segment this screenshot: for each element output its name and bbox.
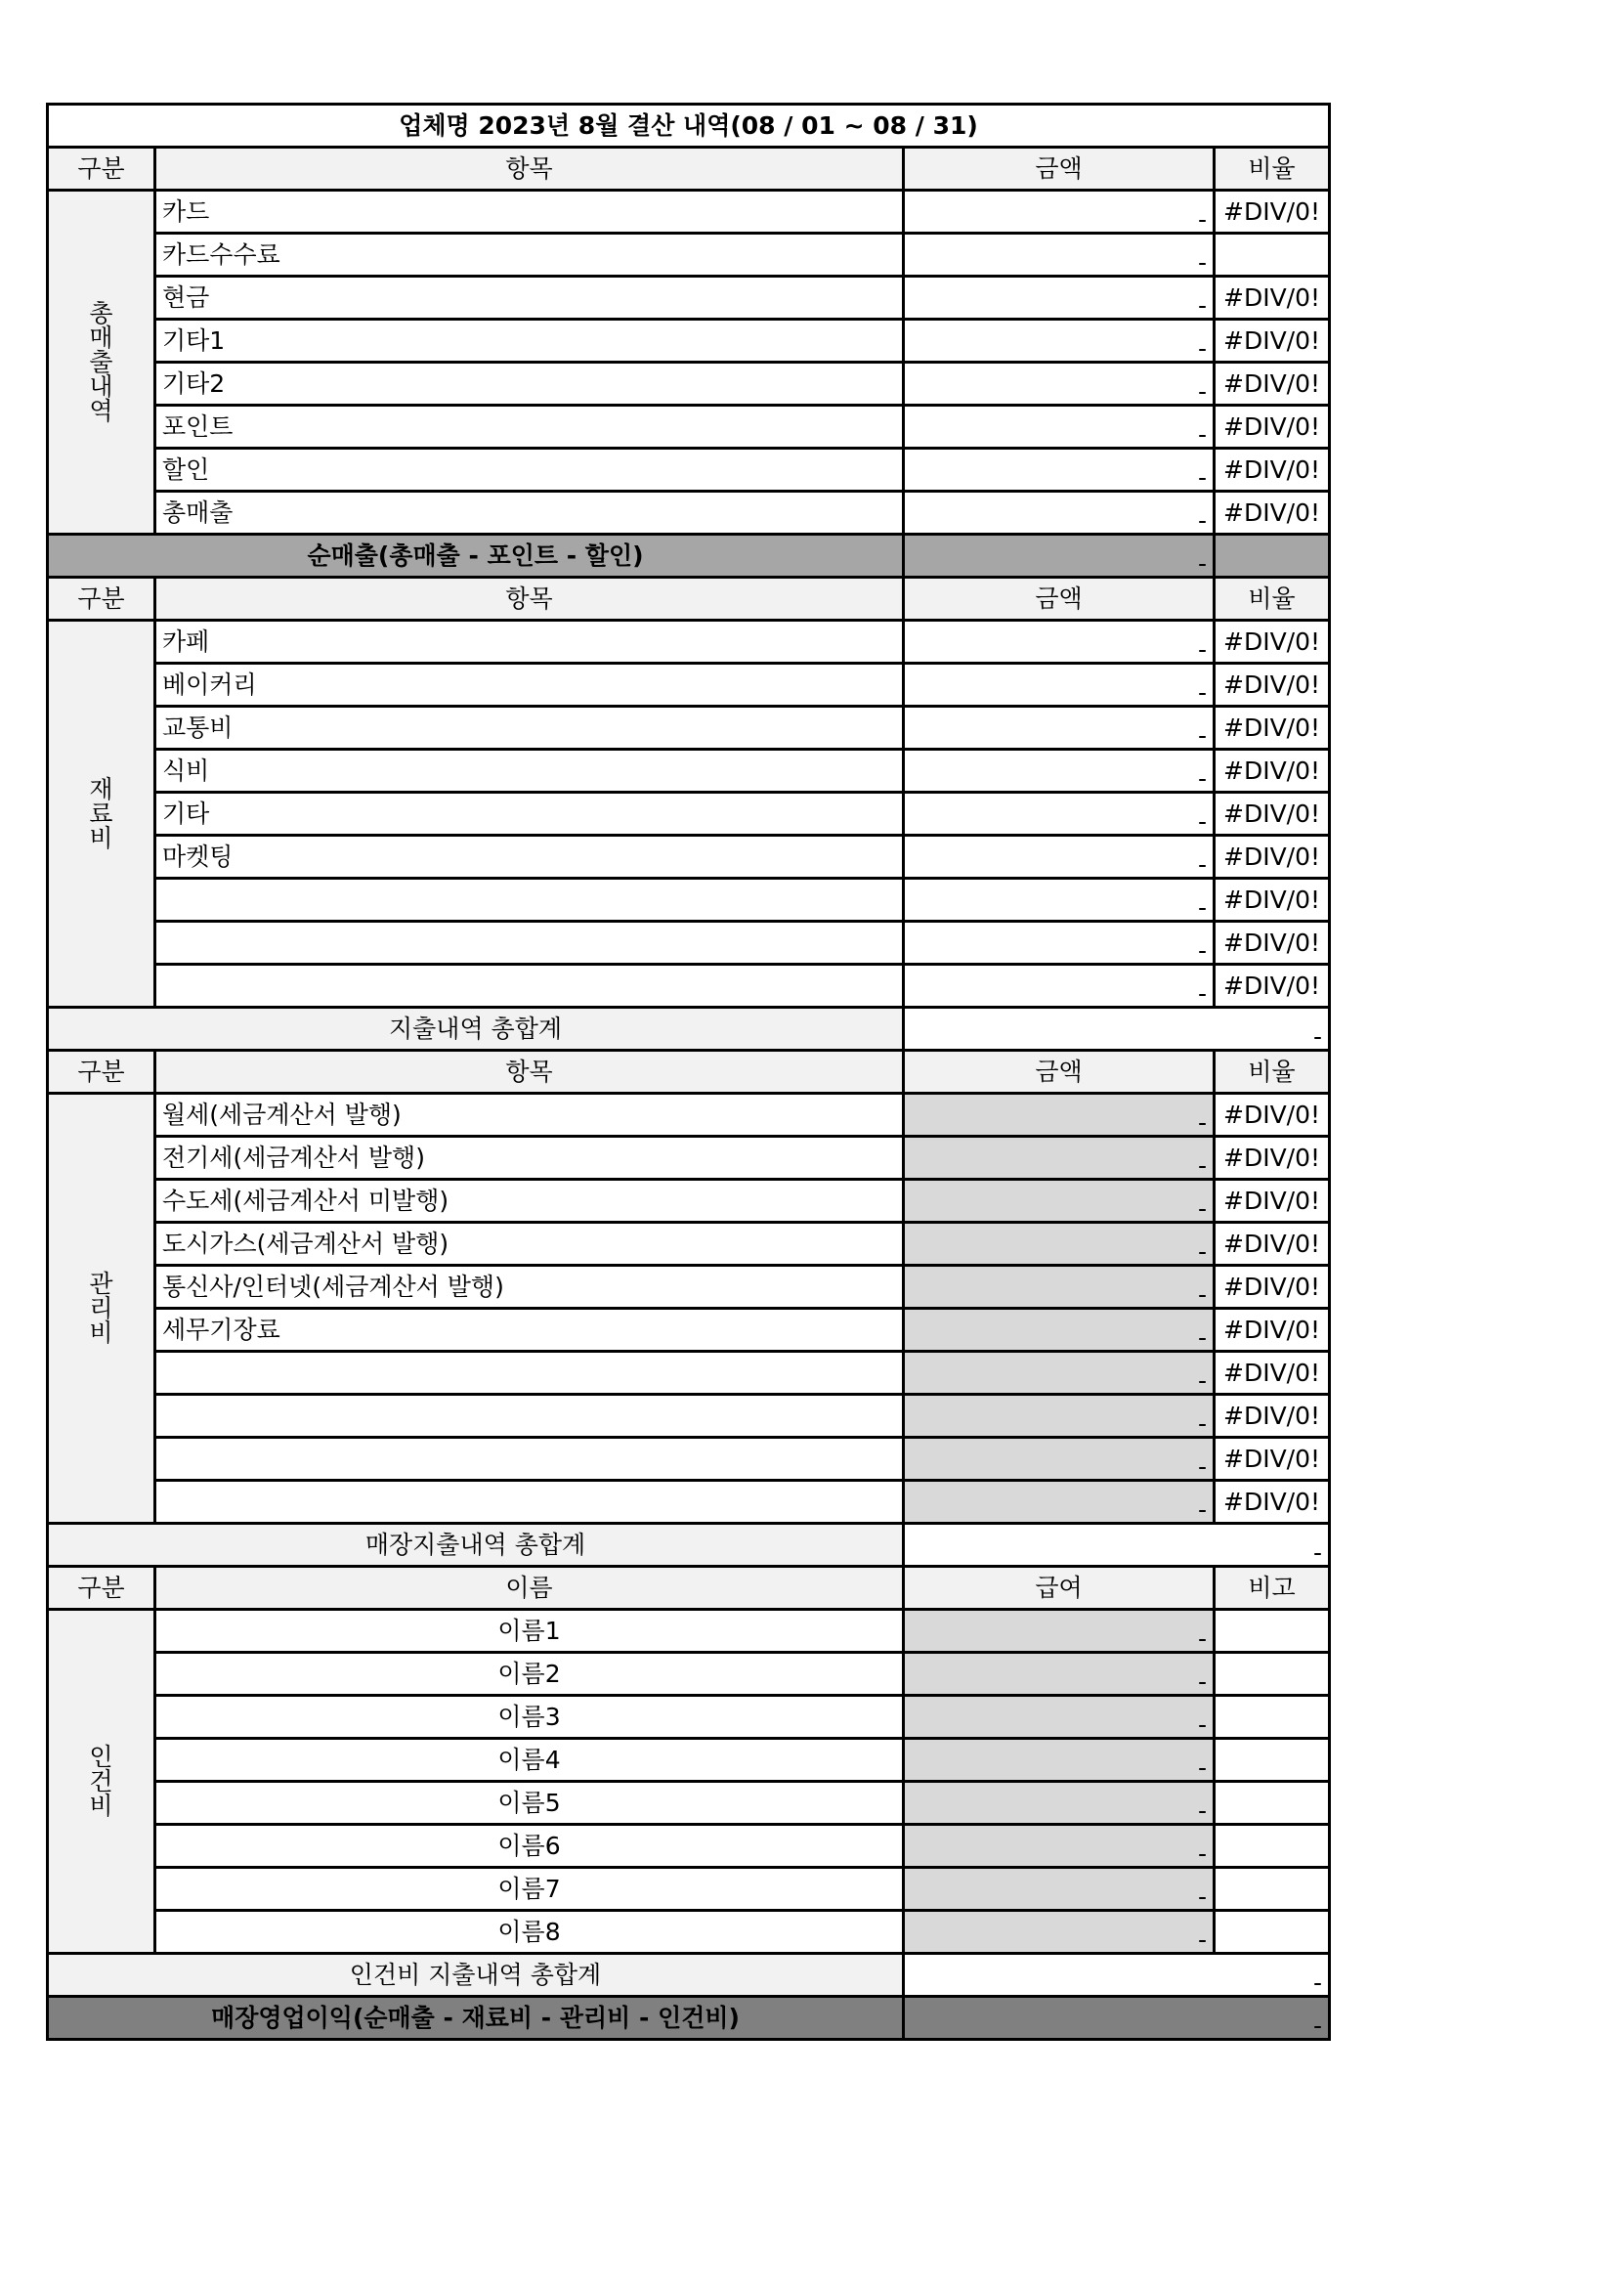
salary-cell: - — [904, 1868, 1215, 1911]
materials-row — [48, 664, 1330, 707]
ratio-cell: #DIV/0! — [1215, 363, 1330, 406]
note-cell — [1215, 1653, 1330, 1696]
amount-cell: - — [904, 320, 1215, 363]
ratio-cell: #DIV/0! — [1215, 1223, 1330, 1266]
ratio-cell: #DIV/0! — [1215, 707, 1330, 750]
ratio-cell: #DIV/0! — [1215, 406, 1330, 449]
labor-row — [48, 1868, 1330, 1911]
section-header-row — [48, 148, 1330, 191]
item-label: 식비 — [155, 750, 904, 793]
category-char: 비 — [89, 824, 113, 852]
item-label: 전기세(세금계산서 발행) — [155, 1137, 904, 1180]
employee-name: 이름2 — [155, 1653, 904, 1696]
management-total-row — [48, 1524, 1330, 1567]
materials-row — [48, 836, 1330, 879]
category-char: 비 — [89, 1319, 113, 1347]
labor-row — [48, 1782, 1330, 1825]
sales-row — [48, 449, 1330, 492]
management-row — [48, 1137, 1330, 1180]
amount-cell: - — [904, 277, 1215, 320]
ratio-cell: #DIV/0! — [1215, 449, 1330, 492]
ratio-cell: #DIV/0! — [1215, 1352, 1330, 1395]
item-label — [155, 1481, 904, 1524]
employee-name: 이름3 — [155, 1696, 904, 1739]
labor-total-row — [48, 1954, 1330, 1997]
amount-cell: - — [904, 191, 1215, 234]
net-sales-label: 순매출(총매출 - 포인트 - 할인) — [48, 535, 904, 578]
item-label: 통신사/인터넷(세금계산서 발행) — [155, 1266, 904, 1309]
store-operating-profit-amount: - — [904, 1997, 1330, 2040]
amount-cell: - — [904, 363, 1215, 406]
header-category: 구분 — [48, 578, 155, 621]
item-label: 카드 — [155, 191, 904, 234]
ratio-cell: #DIV/0! — [1215, 1094, 1330, 1137]
salary-cell: - — [904, 1825, 1215, 1868]
category-char: 역 — [89, 397, 113, 425]
category-char: 매 — [89, 324, 113, 352]
ratio-cell: #DIV/0! — [1215, 1266, 1330, 1309]
amount-cell: - — [904, 449, 1215, 492]
ratio-cell: #DIV/0! — [1215, 1309, 1330, 1352]
management-row — [48, 1223, 1330, 1266]
labor-row — [48, 1739, 1330, 1782]
category-char: 비 — [89, 1792, 113, 1820]
category-char: 리 — [89, 1294, 113, 1322]
amount-cell: - — [904, 836, 1215, 879]
header-amount: 금액 — [904, 1051, 1215, 1094]
header-item: 항목 — [155, 1051, 904, 1094]
ratio-cell: #DIV/0! — [1215, 1481, 1330, 1524]
sales-row — [48, 406, 1330, 449]
amount-cell: - — [904, 1352, 1215, 1395]
category-char: 관 — [89, 1270, 113, 1298]
header-amount: 금액 — [904, 578, 1215, 621]
management-total-label: 매장지출내역 총합계 — [48, 1524, 904, 1567]
materials-total-amount: - — [904, 1008, 1330, 1051]
note-cell — [1215, 1610, 1330, 1653]
item-label — [155, 1395, 904, 1438]
item-label: 세무기장료 — [155, 1309, 904, 1352]
management-row — [48, 1266, 1330, 1309]
employee-name: 이름1 — [155, 1610, 904, 1653]
labor-row — [48, 1911, 1330, 1954]
item-label: 기타1 — [155, 320, 904, 363]
management-row — [48, 1180, 1330, 1223]
materials-total-label: 지출내역 총합계 — [48, 1008, 904, 1051]
ratio-cell: #DIV/0! — [1215, 965, 1330, 1008]
header-note: 비고 — [1215, 1567, 1330, 1610]
header-ratio: 비율 — [1215, 578, 1330, 621]
amount-cell: - — [904, 879, 1215, 922]
materials-row — [48, 922, 1330, 965]
sales-row — [48, 492, 1330, 535]
header-name: 이름 — [155, 1567, 904, 1610]
item-label: 총매출 — [155, 492, 904, 535]
salary-cell: - — [904, 1739, 1215, 1782]
sales-category-label — [48, 191, 155, 535]
note-cell — [1215, 1825, 1330, 1868]
item-label: 교통비 — [155, 707, 904, 750]
materials-row — [48, 793, 1330, 836]
amount-cell: - — [904, 1094, 1215, 1137]
amount-cell: - — [904, 965, 1215, 1008]
category-char: 건 — [89, 1767, 113, 1795]
item-label: 기타2 — [155, 363, 904, 406]
store-operating-profit-label: 매장영업이익(순매출 - 재료비 - 관리비 - 인건비) — [48, 1997, 904, 2040]
item-label: 기타 — [155, 793, 904, 836]
materials-row — [48, 879, 1330, 922]
ratio-cell: #DIV/0! — [1215, 836, 1330, 879]
net-sales-row — [48, 535, 1330, 578]
amount-cell: - — [904, 922, 1215, 965]
sales-row — [48, 363, 1330, 406]
ratio-cell: #DIV/0! — [1215, 793, 1330, 836]
ratio-cell: #DIV/0! — [1215, 621, 1330, 664]
note-cell — [1215, 1911, 1330, 1954]
item-label — [155, 879, 904, 922]
item-label: 카페 — [155, 621, 904, 664]
section-header-row — [48, 1051, 1330, 1094]
employee-name: 이름4 — [155, 1739, 904, 1782]
amount-cell: - — [904, 750, 1215, 793]
amount-cell: - — [904, 492, 1215, 535]
materials-row — [48, 707, 1330, 750]
sales-row — [48, 191, 1330, 234]
header-category: 구분 — [48, 148, 155, 191]
sales-row — [48, 234, 1330, 277]
employee-name: 이름5 — [155, 1782, 904, 1825]
section-header-row — [48, 578, 1330, 621]
amount-cell: - — [904, 1395, 1215, 1438]
amount-cell: - — [904, 1223, 1215, 1266]
amount-cell: - — [904, 707, 1215, 750]
section-header-row — [48, 1567, 1330, 1610]
labor-row — [48, 1696, 1330, 1739]
ratio-cell: #DIV/0! — [1215, 750, 1330, 793]
header-category: 구분 — [48, 1567, 155, 1610]
amount-cell: - — [904, 1481, 1215, 1524]
sales-row — [48, 277, 1330, 320]
category-char: 재 — [89, 775, 113, 803]
management-row — [48, 1309, 1330, 1352]
net-sales-ratio — [1215, 535, 1330, 578]
materials-total-row — [48, 1008, 1330, 1051]
net-sales-amount: - — [904, 535, 1215, 578]
settlement-table — [46, 103, 1331, 2041]
materials-category-label — [48, 621, 155, 1008]
labor-row — [48, 1825, 1330, 1868]
salary-cell: - — [904, 1782, 1215, 1825]
note-cell — [1215, 1868, 1330, 1911]
management-row — [48, 1481, 1330, 1524]
employee-name: 이름7 — [155, 1868, 904, 1911]
ratio-cell: #DIV/0! — [1215, 1180, 1330, 1223]
labor-row — [48, 1610, 1330, 1653]
category-char: 료 — [89, 800, 113, 828]
ratio-cell: #DIV/0! — [1215, 879, 1330, 922]
labor-row — [48, 1653, 1330, 1696]
ratio-cell — [1215, 234, 1330, 277]
item-label: 수도세(세금계산서 미발행) — [155, 1180, 904, 1223]
header-salary: 급여 — [904, 1567, 1215, 1610]
header-amount: 금액 — [904, 148, 1215, 191]
management-total-amount: - — [904, 1524, 1330, 1567]
sheet-title: 업체명 2023년 8월 결산 내역(08 / 01 ~ 08 / 31) — [48, 105, 1330, 148]
amount-cell: - — [904, 1309, 1215, 1352]
category-char: 인 — [89, 1743, 113, 1771]
labor-category-label — [48, 1610, 155, 1954]
category-char: 내 — [89, 372, 113, 401]
amount-cell: - — [904, 621, 1215, 664]
header-category: 구분 — [48, 1051, 155, 1094]
amount-cell: - — [904, 1180, 1215, 1223]
management-row — [48, 1094, 1330, 1137]
labor-total-amount: - — [904, 1954, 1330, 1997]
item-label: 현금 — [155, 277, 904, 320]
header-ratio: 비율 — [1215, 148, 1330, 191]
item-label: 포인트 — [155, 406, 904, 449]
title-row — [48, 105, 1330, 148]
employee-name: 이름6 — [155, 1825, 904, 1868]
management-row — [48, 1438, 1330, 1481]
ratio-cell: #DIV/0! — [1215, 664, 1330, 707]
category-char: 총 — [89, 299, 113, 327]
item-label: 월세(세금계산서 발행) — [155, 1094, 904, 1137]
materials-row — [48, 965, 1330, 1008]
note-cell — [1215, 1782, 1330, 1825]
materials-row — [48, 621, 1330, 664]
management-row — [48, 1395, 1330, 1438]
amount-cell: - — [904, 234, 1215, 277]
item-label — [155, 1438, 904, 1481]
amount-cell: - — [904, 1266, 1215, 1309]
profit-row — [48, 1997, 1330, 2040]
amount-cell: - — [904, 1137, 1215, 1180]
ratio-cell: #DIV/0! — [1215, 492, 1330, 535]
header-item: 항목 — [155, 148, 904, 191]
item-label: 할인 — [155, 449, 904, 492]
item-label — [155, 965, 904, 1008]
item-label: 카드수수료 — [155, 234, 904, 277]
salary-cell: - — [904, 1911, 1215, 1954]
ratio-cell: #DIV/0! — [1215, 277, 1330, 320]
item-label — [155, 1352, 904, 1395]
amount-cell: - — [904, 664, 1215, 707]
employee-name: 이름8 — [155, 1911, 904, 1954]
note-cell — [1215, 1739, 1330, 1782]
ratio-cell: #DIV/0! — [1215, 1438, 1330, 1481]
materials-row — [48, 750, 1330, 793]
amount-cell: - — [904, 1438, 1215, 1481]
management-category-label — [48, 1094, 155, 1524]
header-ratio: 비율 — [1215, 1051, 1330, 1094]
ratio-cell: #DIV/0! — [1215, 1395, 1330, 1438]
item-label — [155, 922, 904, 965]
category-char: 출 — [89, 348, 113, 376]
note-cell — [1215, 1696, 1330, 1739]
salary-cell: - — [904, 1610, 1215, 1653]
sales-row — [48, 320, 1330, 363]
management-row — [48, 1352, 1330, 1395]
ratio-cell: #DIV/0! — [1215, 1137, 1330, 1180]
ratio-cell: #DIV/0! — [1215, 320, 1330, 363]
salary-cell: - — [904, 1696, 1215, 1739]
item-label: 마켓팅 — [155, 836, 904, 879]
amount-cell: - — [904, 406, 1215, 449]
labor-total-label: 인건비 지출내역 총합계 — [48, 1954, 904, 1997]
ratio-cell: #DIV/0! — [1215, 922, 1330, 965]
ratio-cell: #DIV/0! — [1215, 191, 1330, 234]
amount-cell: - — [904, 793, 1215, 836]
item-label: 베이커리 — [155, 664, 904, 707]
salary-cell: - — [904, 1653, 1215, 1696]
header-item: 항목 — [155, 578, 904, 621]
item-label: 도시가스(세금계산서 발행) — [155, 1223, 904, 1266]
